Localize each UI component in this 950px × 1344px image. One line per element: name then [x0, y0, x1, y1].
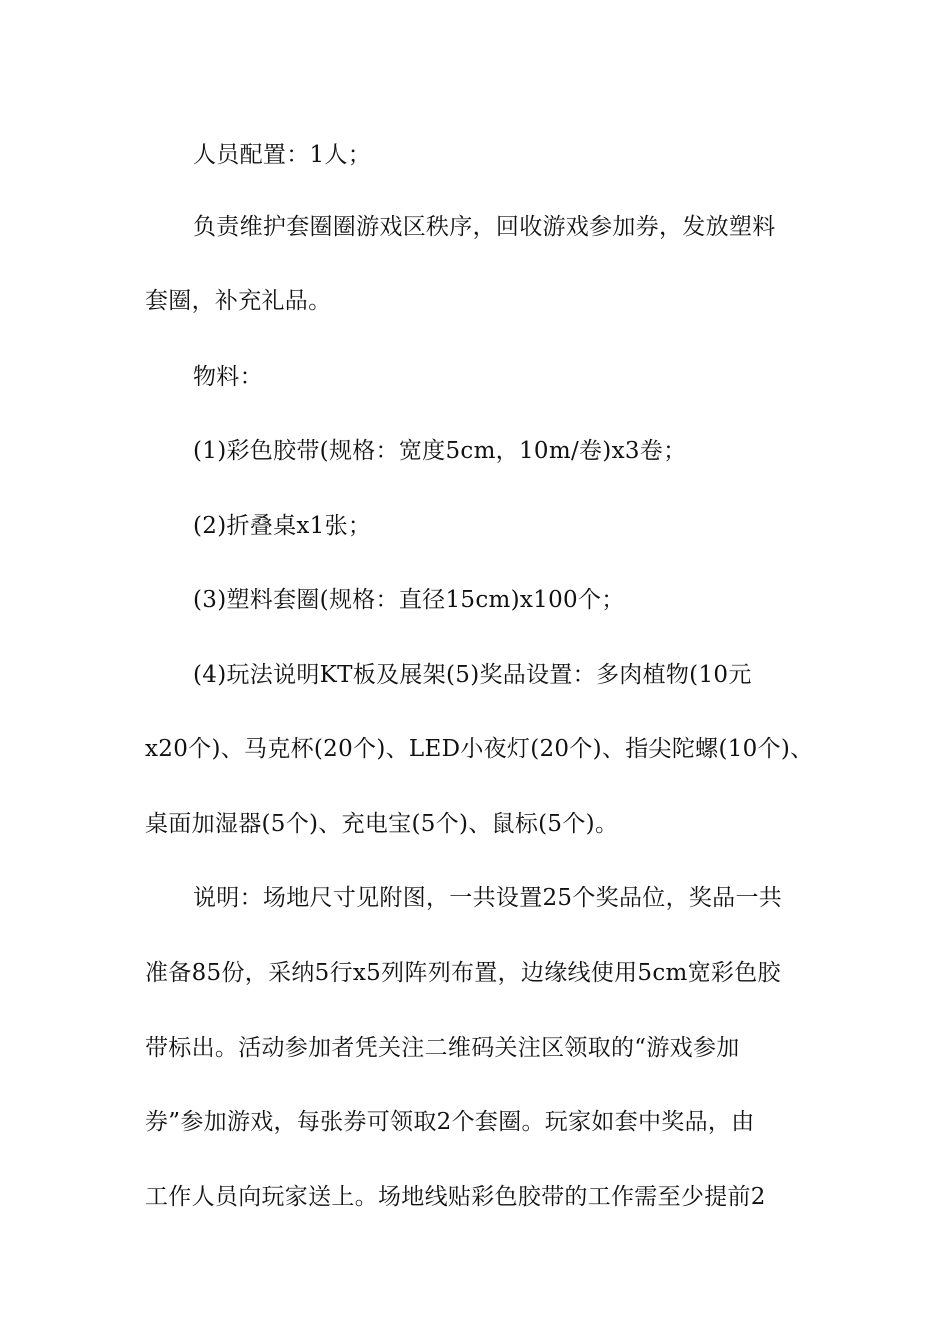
duty-line-2: 套圈，补充礼品。 — [145, 288, 332, 314]
material-item-1: (1)彩色胶带(规格：宽度5cm，10m/卷)x3卷； — [193, 438, 687, 464]
description-line-5: 工作人员向玩家送上。场地线贴彩色胶带的工作需至少提前2 — [145, 1184, 766, 1210]
material-item-3: (3)塑料套圈(规格：直径15cm)x100个； — [193, 587, 625, 613]
staffing-line: 人员配置：1人； — [193, 142, 372, 168]
material-item-2: (2)折叠桌x1张； — [193, 513, 372, 539]
materials-heading: 物料： — [193, 364, 263, 390]
material-item-4-line-1: (4)玩法说明KT板及展架(5)奖品设置：多肉植物(10元 — [193, 662, 752, 688]
description-line-4: 券”参加游戏，每张券可领取2个套圈。玩家如套中奖品，由 — [145, 1109, 755, 1135]
description-line-2: 准备85份，采纳5行x5列阵列布置，边缘线使用5cm宽彩色胶 — [145, 960, 781, 986]
duty-line-1: 负责维护套圈圈游戏区秩序，回收游戏参加券，发放塑料 — [193, 214, 776, 240]
material-item-4-line-3: 桌面加湿器(5个)、充电宝(5个)、鼠标(5个)。 — [145, 811, 619, 837]
description-line-3: 带标出。活动参加者凭关注二维码关注区领取的“游戏参加 — [145, 1035, 740, 1061]
description-line-1: 说明：场地尺寸见附图，一共设置25个奖品位，奖品一共 — [193, 885, 783, 911]
material-item-4-line-2: x20个)、马克杯(20个)、LED小夜灯(20个)、指尖陀螺(10个)、 — [145, 736, 814, 762]
